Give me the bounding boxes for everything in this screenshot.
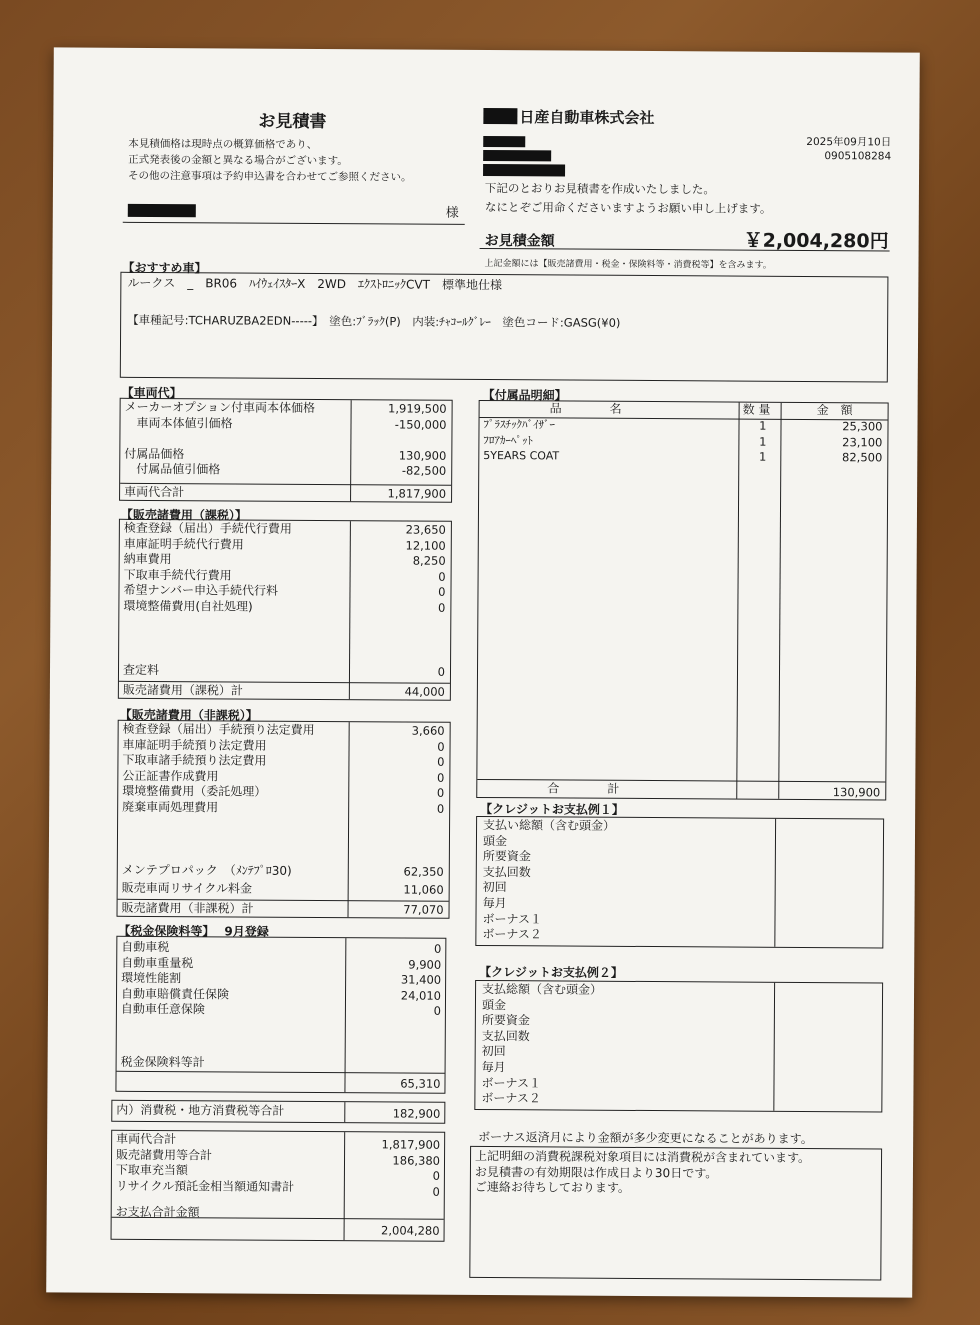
estimate-sheet [46,47,920,1297]
accessory-amount: 25,300 [842,419,883,434]
issue-date: 2025年09月10日 [806,135,892,149]
address-redacted [483,164,565,177]
col-header-amount: 金 額 [816,403,853,418]
summary-item-value: 0 [432,1184,440,1199]
nontaxable-fees-box [117,720,451,919]
remark-line: ご連絡お待ちしております。 [474,1179,630,1195]
nontaxable-fees-label: 【販売諸費用（非課税）】 [119,707,258,723]
nontaxable-fee-name: 検査登録（届出）手続預り法定費用 [122,721,315,737]
credit2-row: 支払総額（含む頭金） [482,982,603,997]
vehicle-item-value: -150,000 [394,417,447,432]
taxable-fee-name: 検査登録（届出）手続代行費用 [123,520,292,536]
remarks-box [469,1146,882,1281]
col-header-qty: 数 量 [742,402,771,417]
tax-item-value: 9,900 [408,957,442,972]
assessment-fee-label: 査定料 [122,662,160,678]
taxable-fees-label: 【販売諸費用（課税）】 [120,507,248,523]
recommended-label: 【おすすめ車】 [122,260,207,276]
credit2-label: 【クレジットお支払例２】 [479,964,623,980]
remark-line: お見積書の有効期限は作成日より30日です。 [474,1164,718,1180]
nontaxable-fee-value: 0 [436,770,445,785]
accessory-qty: 1 [758,449,767,464]
nontaxable-extra-value: 11,060 [403,882,444,897]
nontaxable-extra-name: 販売車両リサイクル料金 [121,880,253,896]
taxable-total-value: 44,000 [404,684,445,699]
taxable-fee-name: 車庫証明手続代行費用 [123,536,244,552]
accessory-name: ﾌﾟﾗｽﾁｯｸﾊﾞｲｻﾞｰ [483,417,556,432]
accessory-name: 5YEARS COAT [483,449,560,463]
tax-item-value: 0 [433,1004,441,1019]
total-note: 上記金額には【販売諸費用・税金・保険料等・消費税等】を含みます。 [484,259,772,271]
dealer-prefix-redacted [483,108,517,124]
vehicle-total-value: 1,817,900 [387,486,447,501]
document-title: お見積書 [258,111,327,133]
summary-item-name: 車両代合計 [116,1131,177,1147]
accessory-qty: 1 [759,434,767,449]
accessories-label: 【付属品明細】 [482,387,567,403]
greeting-line: 下記のとおりお見積書を作成いたしました。 [484,181,715,197]
nontaxable-fee-name: 公正証書作成費用 [122,768,219,784]
taxable-fee-value: 12,100 [405,538,446,553]
credit2-row: 支払回数 [481,1028,530,1044]
header-note: 本見積価格は現時点の概算価格であり、 [128,137,318,151]
accessory-amount: 82,500 [842,450,883,465]
summary-item-value: 0 [432,1168,440,1183]
vehicle-price-label: 【車両代】 [121,385,182,401]
header-note: 正式発表後の金額と異なる場合がございます。 [128,153,348,168]
vehicle-item-name: メーカーオプション付車両本体価格 [124,399,316,415]
taxes-total-label: 税金保険料等計 [120,1054,205,1070]
credit2-row: 所要資金 [481,1013,530,1028]
header-notes [128,138,412,185]
bonus-note: ボーナス返済月により金額が多少変更になることがあります。 [478,1129,813,1147]
credit1-row: 毎月 [482,895,507,911]
payment-total-label: お支払合計金額 [115,1204,200,1220]
taxes-label: 【税金保険料等】 [118,923,215,939]
credit2-box [474,980,883,1112]
taxable-fee-name: 納車費用 [123,551,172,567]
greeting-line: なにとぞご用命くださいますようお願い申し上げます。 [484,200,772,216]
accessory-amount: 23,100 [842,434,883,450]
credit2-row: ボーナス１ [481,1075,542,1090]
nontaxable-fee-name: 下取車諸手続預り法定費用 [122,752,267,768]
accessory-qty: 1 [759,418,767,433]
vehicle-item-name: 車両本体値引価格 [124,415,233,431]
nontaxable-extra-name: メンテプロパック （ﾒﾝﾃﾌﾟﾛ30) [121,862,292,878]
taxable-fee-name: 環境整備費用(自社処理) [123,598,253,614]
credit2-row: 毎月 [481,1059,506,1075]
tax-item-name: 自動車税 [121,939,170,955]
tax-item-name: 自動車賠償責任保険 [120,986,230,1002]
credit1-box [475,816,884,948]
consumption-tax-value: 182,900 [392,1106,441,1121]
accessory-name: ﾌﾛｱｶｰﾍﾟｯﾄ [483,433,533,447]
nontaxable-total-value: 77,070 [403,902,444,917]
tax-item-name: 自動車任意保険 [120,1002,205,1017]
nontaxable-fee-value: 3,660 [411,723,445,738]
summary-item-value: 1,817,900 [381,1137,441,1152]
vehicle-item-value: -82,500 [401,463,447,479]
summary-item-name: リサイクル預託金相当額通知書計 [115,1178,295,1194]
nontaxable-extra-value: 62,350 [403,864,444,879]
vehicle-item-value: 1,919,500 [388,401,447,416]
taxable-fee-name: 下取車手続代行費用 [123,567,232,583]
col-header-name: 品 名 [549,401,622,416]
vehicle-item-name: 付属品価格 [124,446,185,461]
summary-item-value: 186,380 [392,1153,441,1168]
credit1-row: 支払い総額（含む頭金） [483,818,616,833]
nontaxable-fee-name: 廃棄車両処理費用 [122,799,219,815]
credit1-row: 頭金 [482,833,508,848]
tax-item-name: 自動車重量税 [121,955,194,970]
taxes-registration-month: 9月登録 [224,924,269,939]
taxable-fee-value: 0 [438,569,446,584]
customer-suffix: 様 [445,205,459,221]
car-spec: 【車種記号:TCHARUZBA2EDN-----】 塗色:ﾌﾞﾗｯｸ(P) 内装:ﾁｬｺｰﾙｸﾞﾚｰ 塗色コード:GASG(¥0) [127,312,621,330]
credit1-row: 所要資金 [482,849,531,864]
taxable-fee-name: 希望ナンバー申込手続代行料 [123,583,279,599]
credit1-row: ボーナス１ [482,911,543,926]
vehicle-price-box [119,398,453,503]
tax-item-value: 0 [433,941,442,956]
credit2-row: ボーナス２ [481,1091,541,1106]
credit2-row: 頭金 [481,997,507,1012]
nontaxable-fee-value: 0 [436,801,445,816]
assessment-fee-value: 0 [437,664,446,679]
remark-line: 上記明細の消費税課税対象項目には消費税が含まれています。 [475,1148,811,1166]
consumption-tax-box [111,1100,445,1124]
tax-item-value: 31,400 [400,972,442,987]
taxable-fees-box [118,519,452,701]
summary-item-name: 下取車充当額 [115,1162,189,1178]
vehicle-total-label: 車両代合計 [124,484,185,500]
document-number: 0905108284 [824,150,892,163]
nontaxable-fee-value: 0 [437,754,445,769]
credit1-row: ボーナス２ [482,927,542,942]
address-redacted [483,150,551,161]
nontaxable-fee-name: 環境整備費用（委託処理） [122,784,267,800]
taxable-fee-value: 0 [438,600,446,615]
vehicle-item-name [124,431,315,448]
nontaxable-fee-value: 0 [436,786,445,801]
customer-name-redacted [128,204,196,217]
total-label: お見積金額 [484,233,555,250]
credit1-row: 支払回数 [482,864,531,880]
accessories-table [476,400,888,800]
recommended-box [120,272,889,383]
tax-item-name: 環境性能割 [121,970,182,986]
accessories-total-label: 合 計 [547,781,620,796]
company-name: 日産自動車株式会社 [519,108,655,128]
taxes-box [115,936,446,1094]
taxable-fee-value: 0 [438,585,446,600]
header-note: その他の注意事項は予約申込書を合わせてご参照ください。 [127,169,412,184]
consumption-tax-label: 内）消費税・地方消費税等合計 [116,1102,285,1118]
nontaxable-fee-name: 車庫証明手続預り法定費用 [122,737,267,753]
payment-total-value: 2,004,280 [381,1223,440,1238]
taxable-total-label: 販売諸費用（課税）計 [122,682,243,698]
credit1-row: 初回 [482,880,507,895]
nontaxable-fee-value: 0 [437,739,445,754]
vehicle-item-name: 付属品値引価格 [124,462,221,477]
nontaxable-total-label: 販売諸費用（非課税）計 [121,900,254,916]
summary-box [111,1130,446,1242]
car-model: ルークス _ BR06 ﾊｲｳｪｲｽﾀｰX 2WD ｴｸｽﾄﾛﾆｯｸCVT 標準地仕様 [127,275,503,293]
customer-underline [123,222,465,225]
credit1-label: 【クレジットお支払例１】 [480,801,624,817]
tax-item-value: 24,010 [400,988,442,1003]
taxable-fee-value: 23,650 [405,522,446,537]
vehicle-item-value [352,432,446,448]
address-redacted [483,136,525,147]
summary-item-name: 販売諸費用等合計 [116,1147,213,1162]
taxable-fee-value: 8,250 [412,553,446,568]
vehicle-item-value: 130,900 [398,448,447,463]
credit2-row: 初回 [481,1044,506,1059]
total-value: ￥2,004,280円 [743,229,889,253]
taxes-total-value: 65,310 [400,1076,441,1091]
accessories-total-value: 130,900 [832,785,881,800]
